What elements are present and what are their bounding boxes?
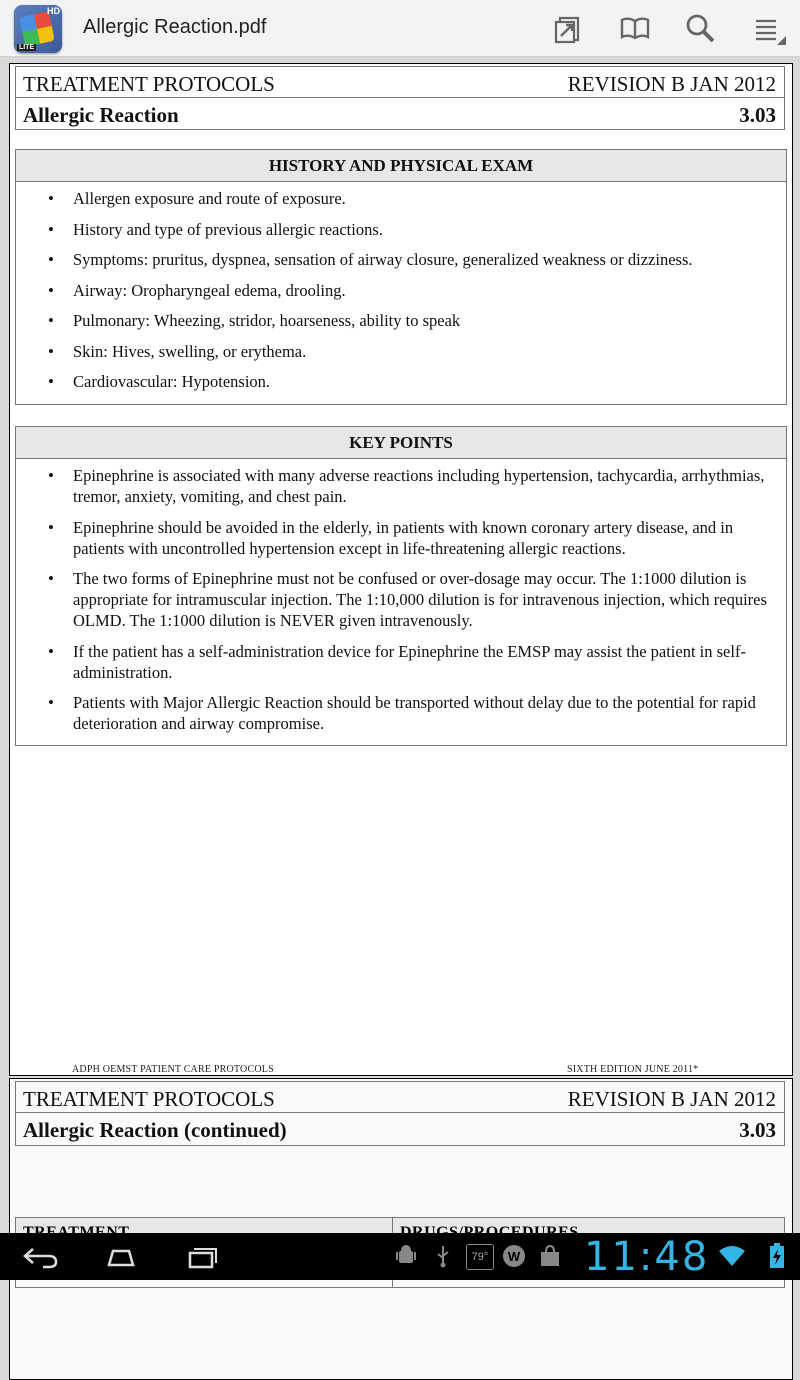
- lite-badge: LITE: [19, 44, 35, 51]
- export-button[interactable]: [550, 10, 586, 46]
- pdf-page-1: [9, 63, 793, 1076]
- wifi-icon: [718, 1241, 746, 1271]
- export-icon: [552, 12, 584, 44]
- list-item: • Epinephrine should be avoided in the elderly, in patients with known coronary artery disease, and in patients with uncontrolled hypertension except in life-threatening allergic reactions.: [16, 517, 768, 559]
- protocol-title-row: [15, 98, 785, 130]
- search-button[interactable]: [682, 10, 718, 46]
- footer-left: ADPH OEMST PATIENT CARE PROTOCOLS: [72, 1064, 274, 1075]
- list-item: • Airway: Oropharyngeal edema, drooling.: [16, 280, 768, 301]
- home-icon: [101, 1243, 141, 1271]
- key-points-heading: KEY POINTS: [16, 427, 786, 459]
- pdf-page-2: [9, 1078, 793, 1380]
- recent-apps-icon: [181, 1243, 221, 1271]
- protocol-title-row: [15, 1113, 785, 1146]
- back-button[interactable]: [13, 1239, 69, 1275]
- list-item: • The two forms of Epinephrine must not be confused or over-dosage may occur. The 1:1000 dilution is appropriate for intramuscular injection. The 1:10,000 dilution is for intravenous injection, which requires OLMD. The 1:1000 dilution is NEVER given intravenously.: [16, 568, 768, 631]
- overflow-indicator-icon: [777, 36, 786, 45]
- list-item: • History and type of previous allergic reactions.: [16, 219, 768, 240]
- list-item: • Cardiovascular: Hypotension.: [16, 371, 768, 392]
- history-heading: HISTORY AND PHYSICAL EXAM: [16, 150, 786, 182]
- svg-text:W: W: [507, 1249, 521, 1264]
- protocol-header: [15, 1081, 785, 1113]
- header-protocols-label: TREATMENT PROTOCOLS: [23, 1087, 275, 1111]
- system-nav-bar: [0, 1233, 800, 1280]
- usb-icon: [432, 1241, 454, 1271]
- search-icon: [684, 12, 716, 44]
- list-item: • Symptoms: pruritus, dyspnea, sensation of airway closure, generalized weakness or dizziness.: [16, 249, 768, 270]
- book-icon: [619, 12, 651, 44]
- protocol-title: Allergic Reaction: [23, 103, 179, 127]
- protocol-number: 3.03: [739, 103, 776, 127]
- pdf-viewport[interactable]: [0, 57, 800, 1233]
- protocol-number: 3.03: [739, 1118, 776, 1142]
- protocol-header: [15, 66, 785, 98]
- key-points-list: [16, 459, 786, 734]
- header-revision-label: REVISION B JAN 2012: [567, 1087, 776, 1111]
- list-item: • Epinephrine is associated with many adverse reactions including hypertension, tachycardia, arrhythmias, tremor, anxiety, vomiting, and chest pain.: [16, 465, 768, 507]
- history-list: [16, 182, 786, 392]
- pdf-logo-icon: [19, 11, 55, 47]
- list-item: • Allergen exposure and route of exposure.: [16, 188, 768, 209]
- temperature-badge: 79°: [466, 1244, 494, 1270]
- protocol-title: Allergic Reaction (continued): [23, 1118, 287, 1142]
- app-icon[interactable]: [14, 5, 62, 53]
- clock: 11:48: [584, 1234, 710, 1280]
- recent-apps-button[interactable]: [173, 1239, 229, 1275]
- bookmarks-button[interactable]: [617, 10, 653, 46]
- document-title: Allergic Reaction.pdf: [83, 16, 267, 38]
- list-item: • Patients with Major Allergic Reaction should be transported without delay due to the potential for rapid deterioration and airway compromise.: [16, 692, 768, 734]
- list-item: • Skin: Hives, swelling, or erythema.: [16, 341, 768, 362]
- home-button[interactable]: [93, 1239, 149, 1275]
- android-debug-icon: [394, 1241, 418, 1271]
- action-bar: [0, 0, 800, 57]
- list-item: • If the patient has a self-administration device for Epinephrine the EMSP may assist the patient in self-administration.: [16, 641, 768, 683]
- key-points-section: [15, 426, 787, 746]
- header-protocols-label: TREATMENT PROTOCOLS: [23, 72, 275, 96]
- history-section: [15, 149, 787, 405]
- list-item: • Pulmonary: Wheezing, stridor, hoarseness, ability to speak: [16, 310, 768, 331]
- footer-right: SIXTH EDITION JUNE 2011*: [567, 1064, 699, 1075]
- shopping-bag-icon: [537, 1241, 563, 1271]
- hd-badge: HD: [47, 6, 60, 16]
- header-revision-label: REVISION B JAN 2012: [567, 72, 776, 96]
- battery-charging-icon: [766, 1241, 788, 1271]
- back-icon: [21, 1243, 61, 1271]
- notification-app-icon: [501, 1241, 527, 1271]
